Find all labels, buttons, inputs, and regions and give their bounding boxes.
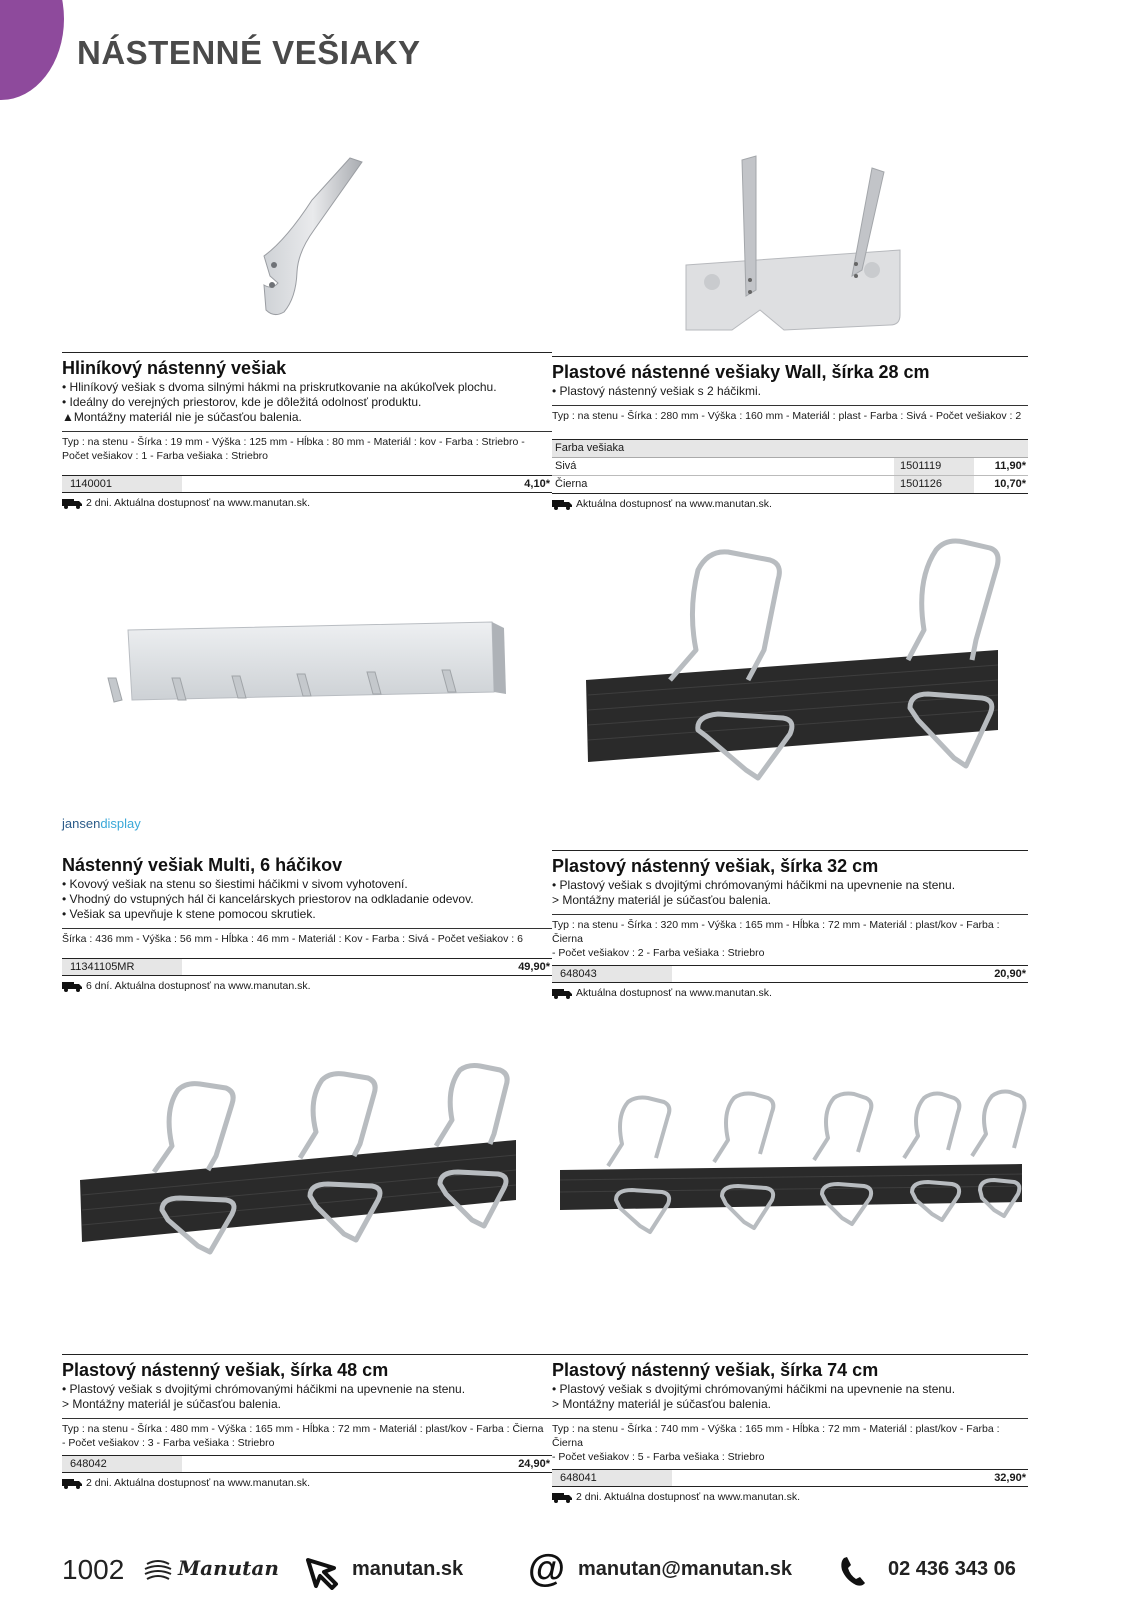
specs-line: Šírka : 436 mm - Výška : 56 mm - Hĺbka : 46 mm - Materiál : Kov - Farba : Sivá - Počet vešiakov : 6 <box>62 933 523 945</box>
product-price: 10,70* <box>994 478 1026 490</box>
product-image[interactable] <box>102 600 532 750</box>
product-bullet: • Hliníkový vešiak s dvoma silnými hákmi na priskrutkovanie na akúkoľvek plochu. <box>62 380 497 394</box>
product-bullet: • Vhodný do vstupných hál či kancelárskych priestorov na odkladanie odevov. <box>62 892 474 906</box>
delivery-info <box>62 1476 552 1490</box>
delivery-info <box>62 979 552 993</box>
truck-icon <box>62 981 82 992</box>
product-image[interactable] <box>578 530 1028 830</box>
page-number: 1002 <box>62 1554 125 1585</box>
delivery-info <box>552 1490 1028 1504</box>
product-specs <box>552 1418 1028 1464</box>
price-row <box>552 965 1028 983</box>
truck-icon <box>552 499 572 510</box>
product-bullet: > Montážny materiál je súčasťou balenia. <box>552 1397 771 1411</box>
delivery-info <box>552 986 1028 1000</box>
product-specs <box>62 431 552 463</box>
product-bullet: • Plastový vešiak s dvojitými chrómovanými háčikmi na upevnenie na stenu. <box>552 1382 956 1396</box>
variant-color: Čierna <box>555 478 588 490</box>
page-title: NÁSTENNÉ VEŠIAKY <box>77 34 421 71</box>
product-name: Plastový nástenný vešiak, šírka 48 cm <box>62 1354 552 1381</box>
product-name: Plastový nástenný vešiak, šírka 32 cm <box>552 850 1028 877</box>
specs-line: Počet vešiakov : 1 - Farba vešiaka : Striebro <box>62 450 269 462</box>
website-link[interactable]: manutan.sk <box>352 1558 464 1580</box>
email-link[interactable]: manutan@manutan.sk <box>578 1558 792 1580</box>
specs-line: - Počet vešiakov : 3 - Farba vešiaka : Striebro <box>62 1437 275 1449</box>
cursor-icon <box>304 1556 340 1590</box>
delivery-text: 6 dní. Aktuálna dostupnosť na www.manutan.sk. <box>86 980 311 992</box>
at-icon: @ <box>528 1548 566 1590</box>
variant-table <box>552 439 1028 494</box>
product-code[interactable]: 1501126 <box>894 476 974 493</box>
specs-line: Typ : na stenu - Šírka : 480 mm - Výška : 165 mm - Hĺbka : 72 mm - Materiál : plast/kov - Farba : Čierna <box>62 1423 544 1435</box>
delivery-text: Aktuálna dostupnosť na www.manutan.sk. <box>576 498 772 510</box>
product-image[interactable] <box>76 1060 536 1300</box>
product-image[interactable] <box>552 1080 1028 1280</box>
product-code[interactable]: 1140001 <box>62 476 182 492</box>
footer <box>0 1550 1139 1590</box>
brand-logo: jansendisplay <box>62 816 141 831</box>
truck-icon <box>552 988 572 999</box>
product-bullet: • Vešiak sa upevňuje k stene pomocou skrutiek. <box>62 907 316 921</box>
price-row <box>62 475 552 493</box>
product-name: Plastový nástenný vešiak, šírka 74 cm <box>552 1354 1028 1381</box>
product-bullet: • Kovový vešiak na stenu so šiestimi háčikmi v sivom vyhotovení. <box>62 877 408 891</box>
product-specs <box>62 928 552 946</box>
product-name: Nástenný vešiak Multi, 6 háčikov <box>62 855 343 875</box>
variant-table-header: Farba vešiaka <box>552 440 1028 458</box>
specs-line: Typ : na stenu - Šírka : 280 mm - Výška : 160 mm - Materiál : plast - Farba : Sivá - Počet vešiakov : 2 <box>552 410 1022 422</box>
manutan-logo-icon <box>143 1558 173 1584</box>
truck-icon <box>552 1492 572 1503</box>
price-row <box>62 958 552 976</box>
truck-icon <box>62 498 82 509</box>
table-row <box>552 458 1028 476</box>
specs-line: Typ : na stenu - Šírka : 740 mm - Výška : 165 mm - Hĺbka : 72 mm - Materiál : plast/kov - Farba : Čierna <box>552 1423 1000 1449</box>
product-specs <box>552 405 1028 423</box>
product-image[interactable] <box>672 120 932 350</box>
price-row <box>62 1455 552 1473</box>
product-specs <box>62 1418 552 1450</box>
phone-number[interactable]: 02 436 343 06 <box>888 1558 1016 1580</box>
product-price: 32,90* <box>994 1472 1026 1484</box>
variant-color: Sivá <box>555 460 577 472</box>
delivery-text: Aktuálna dostupnosť na www.manutan.sk. <box>576 987 772 999</box>
delivery-info <box>552 497 1028 511</box>
delivery-text: 2 dni. Aktuálna dostupnosť na www.manutan.sk. <box>86 497 310 509</box>
specs-line: Typ : na stenu - Šírka : 320 mm - Výška : 165 mm - Hĺbka : 72 mm - Materiál : plast/kov - Farba : Čierna <box>552 919 1000 945</box>
product-price: 20,90* <box>994 968 1026 980</box>
corner-accent <box>0 0 64 100</box>
product-code[interactable]: 1501119 <box>894 458 974 475</box>
product-bullet: • Ideálny do verejných priestorov, kde je dôležitá odolnosť produktu. <box>62 395 422 409</box>
truck-icon <box>62 1478 82 1489</box>
product-code[interactable]: 648042 <box>62 1456 182 1472</box>
product-bullet: • Plastový nástenný vešiak s 2 háčikmi. <box>552 384 761 398</box>
delivery-info <box>62 496 552 510</box>
product-bullet: > Montážny materiál je súčasťou balenia. <box>552 893 771 907</box>
delivery-text: 2 dni. Aktuálna dostupnosť na www.manutan.sk. <box>576 1491 800 1503</box>
product-code[interactable]: 648043 <box>552 966 672 982</box>
product-code[interactable]: 11341105MR <box>62 959 182 975</box>
product-bullet: • Plastový vešiak s dvojitými chrómovanými háčikmi na upevnenie na stenu. <box>552 878 956 892</box>
product-bullet: ▲Montážny materiál nie je súčasťou balenia. <box>62 410 302 424</box>
product-bullet: > Montážny materiál je súčasťou balenia. <box>62 1397 281 1411</box>
specs-line: - Počet vešiakov : 2 - Farba vešiaka : Striebro <box>552 947 765 959</box>
manutan-logo: Manutan <box>178 1556 279 1580</box>
product-name: Hliníkový nástenný vešiak <box>62 352 552 379</box>
table-row <box>552 476 1028 494</box>
phone-icon <box>838 1554 870 1588</box>
specs-line: Typ : na stenu - Šírka : 19 mm - Výška : 125 mm - Hĺbka : 80 mm - Materiál : kov - Farba : Striebro - <box>62 436 525 448</box>
product-price: 4,10* <box>524 478 550 490</box>
product-image[interactable] <box>202 140 402 345</box>
product-price: 11,90* <box>994 460 1026 472</box>
product-price: 49,90* <box>518 961 550 973</box>
product-code[interactable]: 648041 <box>552 1470 672 1486</box>
product-price: 24,90* <box>518 1458 550 1470</box>
price-row <box>552 1469 1028 1487</box>
delivery-text: 2 dni. Aktuálna dostupnosť na www.manutan.sk. <box>86 1477 310 1489</box>
specs-line: - Počet vešiakov : 5 - Farba vešiaka : Striebro <box>552 1451 765 1463</box>
product-bullet: • Plastový vešiak s dvojitými chrómovanými háčikmi na upevnenie na stenu. <box>62 1382 466 1396</box>
product-name: Plastové nástenné vešiaky Wall, šírka 28 cm <box>552 356 1028 383</box>
product-specs <box>552 914 1028 960</box>
